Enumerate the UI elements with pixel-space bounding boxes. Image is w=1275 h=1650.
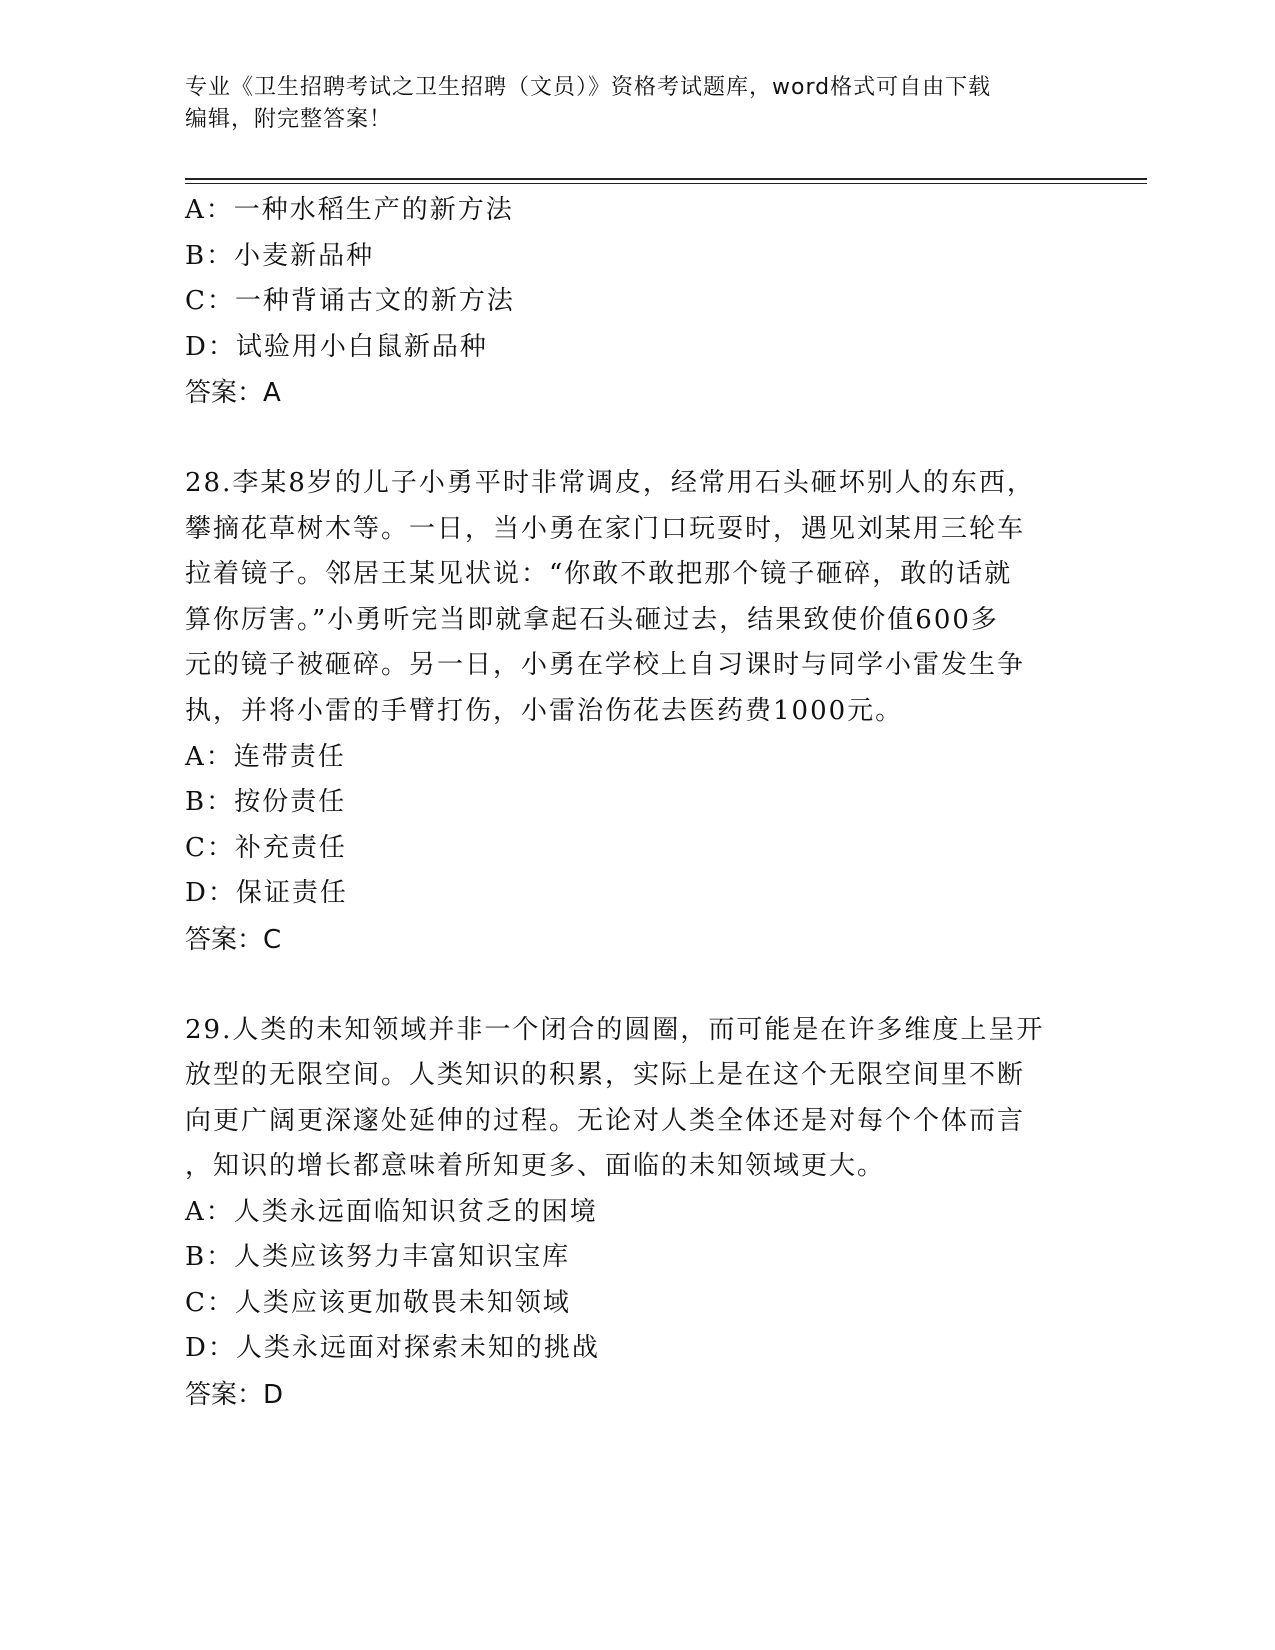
header-divider-thick	[185, 178, 1147, 180]
option-d: D：试验用小白鼠新品种	[185, 331, 488, 362]
option-b: B：小麦新品种	[185, 240, 375, 271]
question-stem-line: 元的镜子被砸碎。另一日，小勇在学校上自习课时与同学小雷发生争	[185, 650, 1026, 681]
answer-line: 答案：D	[185, 1379, 284, 1410]
question-stem-line: 算你厉害。”小勇听完当即就拿起石头砸过去，结果致使价值600多	[185, 604, 999, 635]
option-d: D：保证责任	[185, 878, 348, 909]
question-stem-line: 执，并将小雷的手臂打伤，小雷治伤花去医药费1000元。	[185, 695, 904, 726]
option-c: C：人类应该更加敬畏未知领域	[185, 1287, 571, 1318]
question-27	[185, 188, 1085, 416]
question-28	[185, 461, 1085, 963]
question-stem-line: 29.人类的未知领域并非一个闭合的圆圈，而可能是在许多维度上呈开	[185, 1014, 1045, 1045]
option-a: A：一种水稻生产的新方法	[185, 195, 514, 225]
option-a: A：人类永远面临知识贫乏的困境	[185, 1196, 598, 1227]
header-line-1: 专业《卫生招聘考试之卫生招聘（文员）》资格考试题库，word格式可自由下载	[185, 75, 992, 100]
question-stem-line: 放型的无限空间。人类知识的积累，实际上是在这个无限空间里不断	[185, 1060, 1026, 1091]
option-c: C：补充责任	[185, 832, 347, 863]
option-a: A：连带责任	[185, 741, 346, 772]
option-b: B：按份责任	[185, 787, 347, 818]
answer-line: 答案：C	[185, 924, 282, 955]
document-header	[185, 72, 1085, 136]
option-b: B：人类应该努力丰富知识宝库	[185, 1242, 571, 1273]
question-stem-line: 向更广阔更深邃处延伸的过程。无论对人类全体还是对每个个体而言	[185, 1105, 1026, 1136]
header-line-2: 编辑，附完整答案！	[185, 107, 393, 132]
question-stem-line: ，知识的增长都意味着所知更多、面临的未知领域更大。	[185, 1151, 886, 1182]
question-29	[185, 1008, 1085, 1418]
option-d: D：人类永远面对探索未知的挑战	[185, 1333, 600, 1364]
question-stem-line: 28.李某8岁的儿子小勇平时非常调皮，经常用石头砸坏别人的东西，	[185, 468, 1035, 498]
question-stem-line: 攀摘花草树木等。一日，当小勇在家门口玩耍时，遇见刘某用三轮车	[185, 513, 1026, 544]
header-divider-thin	[185, 183, 1147, 184]
question-stem-line: 拉着镜子。邻居王某见状说：“你敢不敢把那个镜子砸碎，敢的话就	[185, 559, 1013, 590]
answer-line: 答案：A	[185, 378, 281, 408]
question-list	[185, 188, 1085, 1418]
option-c: C：一种背诵古文的新方法	[185, 286, 515, 316]
